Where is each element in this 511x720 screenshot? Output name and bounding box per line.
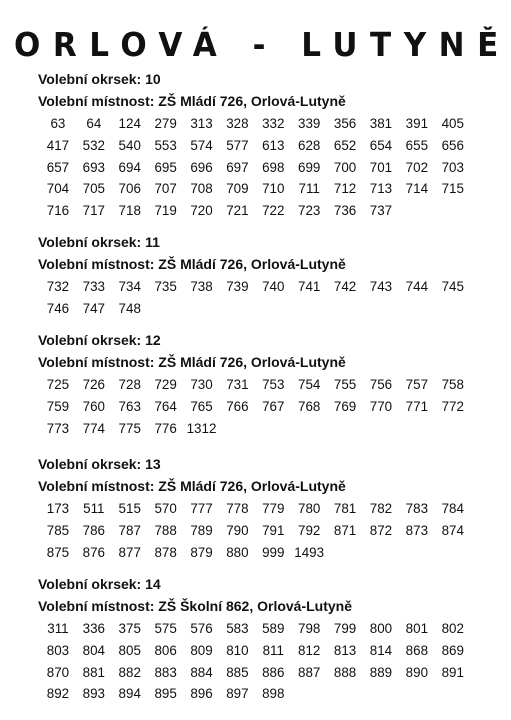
address-number: 801 xyxy=(405,621,429,636)
address-number: 872 xyxy=(369,522,393,538)
address-number: 728 xyxy=(118,377,141,392)
address-number: 339 xyxy=(298,116,321,131)
address-number: 655 xyxy=(405,137,429,153)
address-number: 553 xyxy=(154,137,177,153)
address-number: 779 xyxy=(262,501,285,516)
address-number: 739 xyxy=(226,279,249,294)
address-number: 707 xyxy=(154,181,177,197)
page-title: ORLOVÁ - LUTYNĚ xyxy=(14,26,511,65)
address-number: 732 xyxy=(46,279,70,294)
address-number: 895 xyxy=(154,686,177,702)
address-number: 884 xyxy=(190,664,213,680)
address-number: 748 xyxy=(118,300,141,316)
address-number: 806 xyxy=(154,642,177,658)
address-number: 809 xyxy=(190,642,213,658)
address-number: 695 xyxy=(154,159,177,175)
address-number: 717 xyxy=(82,203,105,219)
address-number: 873 xyxy=(405,522,429,538)
address-number: 332 xyxy=(262,116,285,131)
address-number: 575 xyxy=(154,621,177,636)
address-number: 805 xyxy=(118,642,141,658)
section-okrsek-13 xyxy=(38,454,478,563)
address-number: 738 xyxy=(190,279,213,294)
address-number: 576 xyxy=(190,621,213,636)
address-number: 697 xyxy=(226,159,249,175)
address-number: 883 xyxy=(154,664,177,680)
address-number: 173 xyxy=(46,501,70,516)
address-number: 737 xyxy=(369,203,393,219)
address-number: 800 xyxy=(369,621,393,636)
address-number: 1493 xyxy=(294,544,325,560)
address-number: 871 xyxy=(333,522,357,538)
address-number: 583 xyxy=(226,621,249,636)
address-number: 757 xyxy=(405,377,429,392)
address-number: 759 xyxy=(46,398,70,414)
address-number: 731 xyxy=(226,377,249,392)
address-number: 791 xyxy=(262,522,285,538)
address-number: 336 xyxy=(82,621,105,636)
address-number: 711 xyxy=(298,181,320,197)
address-number: 789 xyxy=(190,522,213,538)
address-number: 783 xyxy=(405,501,429,516)
address-number: 892 xyxy=(46,686,70,702)
mistnost-label: Volební místnost: ZŠ Mládí 726, Orlová-Lutyně xyxy=(38,256,346,272)
address-number: 766 xyxy=(226,398,249,414)
address-number: 776 xyxy=(154,420,177,436)
address-number: 63 xyxy=(50,116,66,131)
address-number: 1312 xyxy=(186,420,217,436)
address-number: 771 xyxy=(405,398,429,414)
okrsek-label: Volební okrsek: 12 xyxy=(38,332,161,348)
address-number: 613 xyxy=(262,137,285,153)
address-number: 712 xyxy=(333,181,357,197)
address-number: 743 xyxy=(369,279,393,294)
address-number: 788 xyxy=(154,522,177,538)
address-number: 710 xyxy=(262,181,285,197)
address-number: 755 xyxy=(333,377,357,392)
address-number: 886 xyxy=(262,664,285,680)
address-number: 736 xyxy=(333,203,357,219)
address-number: 782 xyxy=(369,501,393,516)
address-number: 729 xyxy=(154,377,177,392)
address-number: 704 xyxy=(46,181,70,197)
address-number: 515 xyxy=(118,501,141,516)
address-number: 730 xyxy=(190,377,213,392)
address-number: 810 xyxy=(226,642,249,658)
address-number: 756 xyxy=(369,377,393,392)
address-number: 813 xyxy=(333,642,357,658)
address-number: 790 xyxy=(226,522,249,538)
address-number: 652 xyxy=(333,137,357,153)
address-number: 532 xyxy=(82,137,105,153)
address-number: 328 xyxy=(226,116,249,131)
address-number: 778 xyxy=(226,501,249,516)
address-number: 628 xyxy=(298,137,321,153)
address-number: 574 xyxy=(190,137,213,153)
address-number: 754 xyxy=(298,377,321,392)
address-number: 742 xyxy=(333,279,357,294)
address-number: 540 xyxy=(118,137,141,153)
address-number: 784 xyxy=(441,501,464,516)
address-number: 787 xyxy=(118,522,141,538)
section-okrsek-14 xyxy=(38,574,478,705)
address-number: 777 xyxy=(190,501,213,516)
address-number: 798 xyxy=(298,621,321,636)
address-number: 868 xyxy=(405,642,429,658)
address-number: 896 xyxy=(190,686,213,702)
address-number: 888 xyxy=(333,664,357,680)
address-number: 792 xyxy=(298,522,321,538)
address-number: 870 xyxy=(46,664,70,680)
address-number: 881 xyxy=(82,664,105,680)
address-number: 589 xyxy=(262,621,285,636)
address-number: 656 xyxy=(441,137,464,153)
address-number: 893 xyxy=(82,686,105,702)
address-number: 279 xyxy=(154,116,177,131)
address-number: 890 xyxy=(405,664,429,680)
address-number: 356 xyxy=(333,116,357,131)
okrsek-label: Volební okrsek: 14 xyxy=(38,576,161,592)
address-number: 882 xyxy=(118,664,141,680)
address-number: 417 xyxy=(46,137,70,153)
address-number: 869 xyxy=(441,642,464,658)
address-number: 734 xyxy=(118,279,141,294)
address-number: 760 xyxy=(82,398,105,414)
address-number: 714 xyxy=(405,181,429,197)
address-number: 811 xyxy=(262,642,284,658)
address-number: 577 xyxy=(226,137,249,153)
address-number: 803 xyxy=(46,642,70,658)
address-number: 708 xyxy=(190,181,213,197)
address-number: 311 xyxy=(47,621,69,636)
address-number: 753 xyxy=(262,377,285,392)
address-number: 703 xyxy=(441,159,464,175)
number-grid xyxy=(40,498,478,563)
address-number: 774 xyxy=(82,420,105,436)
address-number: 654 xyxy=(369,137,393,153)
address-number: 375 xyxy=(118,621,141,636)
address-number: 124 xyxy=(118,116,141,131)
number-grid xyxy=(40,276,478,320)
address-number: 786 xyxy=(82,522,105,538)
address-number: 780 xyxy=(298,501,321,516)
address-number: 746 xyxy=(46,300,70,316)
address-number: 879 xyxy=(190,544,213,560)
address-number: 785 xyxy=(46,522,70,538)
section-okrsek-12 xyxy=(38,330,478,439)
address-number: 735 xyxy=(154,279,177,294)
mistnost-label: Volební místnost: ZŠ Školní 862, Orlová-Lutyně xyxy=(38,598,353,614)
address-number: 878 xyxy=(154,544,177,560)
address-number: 773 xyxy=(46,420,70,436)
address-number: 391 xyxy=(405,116,429,131)
address-number: 769 xyxy=(333,398,357,414)
address-number: 713 xyxy=(369,181,393,197)
mistnost-label: Volební místnost: ZŠ Mládí 726, Orlová-Lutyně xyxy=(38,354,346,370)
address-number: 740 xyxy=(262,279,285,294)
address-number: 725 xyxy=(46,377,70,392)
address-number: 700 xyxy=(333,159,357,175)
address-number: 723 xyxy=(298,203,321,219)
address-number: 772 xyxy=(441,398,464,414)
address-number: 781 xyxy=(333,501,357,516)
address-number: 405 xyxy=(441,116,464,131)
address-number: 876 xyxy=(82,544,105,560)
address-number: 715 xyxy=(441,181,464,197)
address-number: 812 xyxy=(298,642,321,658)
address-number: 891 xyxy=(441,664,464,680)
section-okrsek-11 xyxy=(38,232,478,320)
address-number: 718 xyxy=(118,203,141,219)
address-number: 804 xyxy=(82,642,105,658)
address-number: 898 xyxy=(262,686,285,702)
okrsek-label: Volební okrsek: 11 xyxy=(38,234,160,250)
address-number: 381 xyxy=(369,116,393,131)
okrsek-label: Volební okrsek: 13 xyxy=(38,456,161,472)
address-number: 745 xyxy=(441,279,464,294)
address-number: 313 xyxy=(190,116,213,131)
address-number: 699 xyxy=(298,159,321,175)
address-number: 770 xyxy=(369,398,393,414)
address-number: 726 xyxy=(82,377,105,392)
address-number: 698 xyxy=(262,159,285,175)
address-number: 701 xyxy=(369,159,393,175)
address-number: 722 xyxy=(262,203,285,219)
address-number: 763 xyxy=(118,398,141,414)
address-number: 709 xyxy=(226,181,249,197)
address-number: 999 xyxy=(262,544,285,560)
address-number: 511 xyxy=(83,501,105,516)
address-number: 764 xyxy=(154,398,177,414)
address-number: 897 xyxy=(226,686,249,702)
address-number: 894 xyxy=(118,686,141,702)
address-number: 744 xyxy=(405,279,429,294)
address-number: 768 xyxy=(298,398,321,414)
address-number: 877 xyxy=(118,544,141,560)
address-number: 887 xyxy=(298,664,321,680)
address-number: 693 xyxy=(82,159,105,175)
address-number: 875 xyxy=(46,544,70,560)
address-number: 570 xyxy=(154,501,177,516)
address-number: 802 xyxy=(441,621,464,636)
mistnost-label: Volební místnost: ZŠ Mládí 726, Orlová-Lutyně xyxy=(38,478,346,494)
address-number: 657 xyxy=(46,159,70,175)
number-grid xyxy=(40,113,478,222)
okrsek-label: Volební okrsek: 10 xyxy=(38,71,161,87)
number-grid xyxy=(40,374,478,439)
address-number: 814 xyxy=(369,642,393,658)
address-number: 706 xyxy=(118,181,141,197)
address-number: 880 xyxy=(226,544,249,560)
address-number: 747 xyxy=(82,300,105,316)
address-number: 885 xyxy=(226,664,249,680)
address-number: 889 xyxy=(369,664,393,680)
address-number: 758 xyxy=(441,377,464,392)
section-okrsek-10 xyxy=(38,69,478,222)
address-number: 733 xyxy=(82,279,105,294)
address-number: 719 xyxy=(154,203,177,219)
address-number: 775 xyxy=(118,420,141,436)
number-grid xyxy=(40,618,478,705)
address-number: 705 xyxy=(82,181,105,197)
address-number: 702 xyxy=(405,159,429,175)
address-number: 765 xyxy=(190,398,213,414)
address-number: 694 xyxy=(118,159,141,175)
address-number: 741 xyxy=(298,279,321,294)
address-number: 696 xyxy=(190,159,213,175)
mistnost-label: Volební místnost: ZŠ Mládí 726, Orlová-Lutyně xyxy=(38,93,346,109)
address-number: 799 xyxy=(333,621,357,636)
address-number: 874 xyxy=(441,522,464,538)
address-number: 767 xyxy=(262,398,285,414)
address-number: 716 xyxy=(46,203,70,219)
address-number: 721 xyxy=(226,203,249,219)
address-number: 720 xyxy=(190,203,213,219)
address-number: 64 xyxy=(86,116,102,131)
